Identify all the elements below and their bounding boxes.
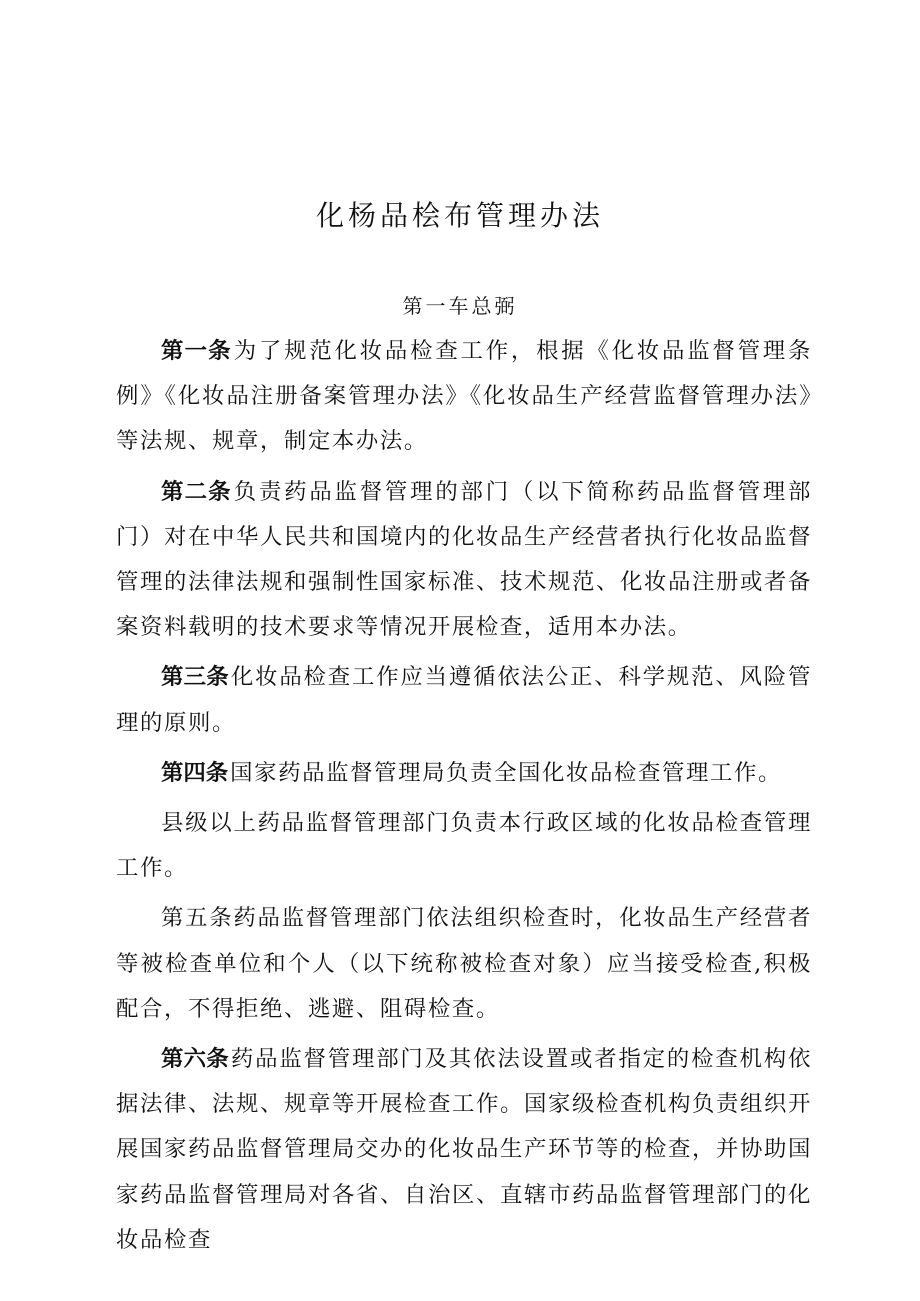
article-paragraph <box>116 1037 812 1263</box>
article-number: 第二条 <box>161 478 232 505</box>
article-text: 负责药品监督管理的部门（以下简称药品监督管理部门）对在中华人民共和国境内的化妆品生产经营者执行化妆品监督管理的法律法规和强制性国家标准、技术规范、化妆品注册或者备案资料载明的技术要求等情况开展检查，适用本办法。 <box>116 478 812 641</box>
article-number: 第五条 <box>161 905 234 932</box>
article-paragraph <box>116 655 812 745</box>
article-paragraph <box>116 751 812 796</box>
article-paragraph <box>116 470 812 651</box>
paragraph-text: 县级以上药品监督管理部门负责本行政区域的化妆品检查管理工作。 <box>116 810 812 882</box>
article-text: 药品监督管理部门及其依法设置或者指定的检查机构依据法律、法规、规章等开展检查工作。国家级检查机构负责组织开展国家药品监督管理局交办的化妆品生产环节等的检查，并协助国家药品监督管理局对各省、自治区、直辖市药品监督管理部门的化妆品检查 <box>116 1046 812 1253</box>
article-text: 化妆品检查工作应当遵循依法公正、科学规范、风险管理的原则。 <box>116 664 812 736</box>
article-paragraph <box>116 329 812 465</box>
document-body <box>116 329 812 1268</box>
article-number: 第四条 <box>161 759 229 786</box>
article-number: 第一条 <box>161 338 232 364</box>
article-paragraph <box>116 896 812 1032</box>
article-text: 药品监督管理部门依法组织检查时，化妆品生产经营者等被检查单位和个人（以下统称被检查对象）应当接受检查,积极配合，不得拒绝、逃避、阻碍检查。 <box>116 905 812 1022</box>
chapter-heading: 第一车总弼 <box>402 294 518 318</box>
article-text: 为了规范化妆品检查工作，根据《化妆品监督管理条例》《化妆品注册备案管理办法》《化妆品生产经营监督管理办法》等法规、规章，制定本办法。 <box>116 338 812 455</box>
article-number: 第三条 <box>161 664 229 691</box>
continuation-paragraph <box>116 801 812 891</box>
article-number: 第六条 <box>161 1046 229 1073</box>
document-title: 化杨品桧布管理办法 <box>315 199 604 232</box>
article-text: 国家药品监督管理局负责全国化妆品检查管理工作。 <box>230 759 782 786</box>
